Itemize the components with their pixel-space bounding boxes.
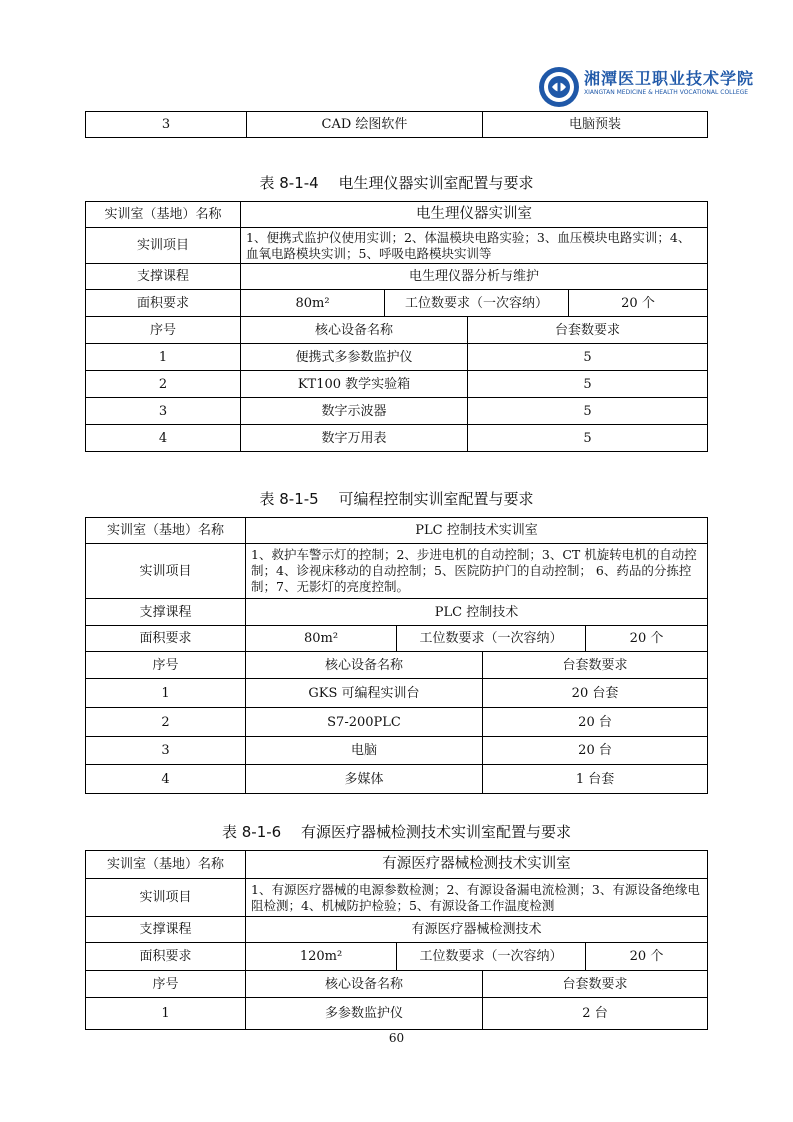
equipment-quantity: 1 台套	[483, 765, 708, 794]
table-row	[86, 879, 708, 917]
table-header-row	[86, 971, 708, 998]
table-caption: 表 8-1-5 可编程控制实训室配置与要求	[259, 490, 534, 508]
row-index: 3	[86, 398, 241, 425]
table-caption: 表 8-1-4 电生理仪器实训室配置与要求	[259, 174, 534, 192]
equipment-name: GKS 可编程实训台	[246, 679, 483, 708]
table-row	[86, 679, 708, 708]
area-value: 80m²	[241, 290, 385, 317]
table-row	[86, 344, 708, 371]
equipment-quantity: 5	[468, 398, 708, 425]
items-label: 实训项目	[86, 879, 246, 917]
course-label: 支撑课程	[86, 599, 246, 626]
table-row	[86, 599, 708, 626]
column-header: 台套数要求	[483, 652, 708, 679]
items-label: 实训项目	[86, 544, 246, 599]
equipment-quantity: 20 台	[483, 737, 708, 765]
table-row	[86, 112, 708, 138]
college-logo	[538, 64, 755, 112]
row-index: 4	[86, 765, 246, 794]
lab-config-table	[85, 850, 708, 1030]
area-label: 面积要求	[86, 290, 241, 317]
table-row	[86, 290, 708, 317]
column-header: 序号	[86, 317, 241, 344]
carry-over-table	[85, 111, 708, 138]
lab-config-table	[85, 517, 708, 794]
course-label: 支撑课程	[86, 264, 241, 290]
room-value: 电生理仪器实训室	[241, 202, 708, 228]
course-value: PLC 控制技术	[246, 599, 708, 626]
row-index: 1	[86, 998, 246, 1030]
equipment-quantity: 20 台	[483, 708, 708, 737]
station-value: 20 个	[586, 943, 708, 971]
table-row	[86, 202, 708, 228]
column-header: 核心设备名称	[241, 317, 468, 344]
equipment-quantity: 5	[468, 371, 708, 398]
course-label: 支撑课程	[86, 917, 246, 943]
station-label: 工位数要求（一次容纳）	[385, 290, 569, 317]
row-index: 2	[86, 371, 241, 398]
room-label: 实训室（基地）名称	[86, 202, 241, 228]
row-index: 3	[86, 737, 246, 765]
column-header: 序号	[86, 652, 246, 679]
items-label: 实训项目	[86, 228, 241, 264]
course-value: 电生理仪器分析与维护	[241, 264, 708, 290]
lab-config-table	[85, 201, 708, 452]
college-emblem-icon	[538, 66, 580, 108]
items-value: 1、救护车警示灯的控制；2、步进电机的自动控制；3、CT 机旋转电机的自动控制；4、诊视床移动的自动控制；5、医院防护门的自动控制； 6、药品的分拣控制；7、无影灯的亮度控制。	[246, 544, 708, 599]
table-row	[86, 398, 708, 425]
station-label: 工位数要求（一次容纳）	[397, 626, 586, 652]
table-row	[86, 371, 708, 398]
page-number: 60	[388, 1031, 405, 1045]
table-header-row	[86, 317, 708, 344]
equipment-quantity: 5	[468, 344, 708, 371]
column-header: 序号	[86, 971, 246, 998]
equipment-name: 数字示波器	[241, 398, 468, 425]
table-caption: 表 8-1-6 有源医疗器械检测技术实训室配置与要求	[222, 823, 571, 841]
area-label: 面积要求	[86, 626, 246, 652]
table-row	[86, 765, 708, 794]
table-row	[86, 626, 708, 652]
table-row	[86, 917, 708, 943]
items-value: 1、有源医疗器械的电源参数检测；2、有源设备漏电流检测；3、有源设备绝缘电阻检测；4、机械防护检验；5、有源设备工作温度检测	[246, 879, 708, 917]
row-index: 1	[86, 679, 246, 708]
equipment-quantity: 5	[468, 425, 708, 452]
equipment-name: KT100 教学实验箱	[241, 371, 468, 398]
table-header-row	[86, 652, 708, 679]
area-value: 80m²	[246, 626, 397, 652]
room-value: 有源医疗器械检测技术实训室	[246, 851, 708, 879]
equipment-name: 电脑	[246, 737, 483, 765]
table-row	[86, 228, 708, 264]
equipment-quantity: 20 台套	[483, 679, 708, 708]
row-index: 3	[86, 112, 247, 138]
table-row	[86, 425, 708, 452]
column-header: 台套数要求	[483, 971, 708, 998]
room-label: 实训室（基地）名称	[86, 518, 246, 544]
area-value: 120m²	[246, 943, 397, 971]
row-index: 2	[86, 708, 246, 737]
table-row	[86, 264, 708, 290]
table-row	[86, 544, 708, 599]
equipment-name: S7-200PLC	[246, 708, 483, 737]
column-header: 台套数要求	[468, 317, 708, 344]
equipment-quantity: 电脑预装	[483, 112, 708, 138]
column-header: 核心设备名称	[246, 652, 483, 679]
course-value: 有源医疗器械检测技术	[246, 917, 708, 943]
area-label: 面积要求	[86, 943, 246, 971]
table-row	[86, 708, 708, 737]
equipment-name: 便携式多参数监护仪	[241, 344, 468, 371]
equipment-name: 多参数监护仪	[246, 998, 483, 1030]
table-row	[86, 737, 708, 765]
logo-text: 湘潭医卫职业技术学院	[584, 69, 755, 88]
table-row	[86, 851, 708, 879]
equipment-name: 多媒体	[246, 765, 483, 794]
equipment-name: CAD 绘图软件	[247, 112, 483, 138]
room-label: 实训室（基地）名称	[86, 851, 246, 879]
station-value: 20 个	[569, 290, 708, 317]
equipment-name: 数字万用表	[241, 425, 468, 452]
column-header: 核心设备名称	[246, 971, 483, 998]
items-value: 1、便携式监护仪使用实训；2、体温模块电路实验；3、血压模块电路实训；4、血氧电路模块实训；5、呼吸电路模块实训等	[241, 228, 708, 264]
station-label: 工位数要求（一次容纳）	[397, 943, 586, 971]
table-row	[86, 998, 708, 1030]
station-value: 20 个	[586, 626, 708, 652]
row-index: 4	[86, 425, 241, 452]
row-index: 1	[86, 344, 241, 371]
equipment-quantity: 2 台	[483, 998, 708, 1030]
table-row	[86, 518, 708, 544]
table-row	[86, 943, 708, 971]
logo-subtitle: XIANGTAN MEDICINE & HEALTH VOCATIONAL COLLEGE	[584, 89, 749, 96]
room-value: PLC 控制技术实训室	[246, 518, 708, 544]
